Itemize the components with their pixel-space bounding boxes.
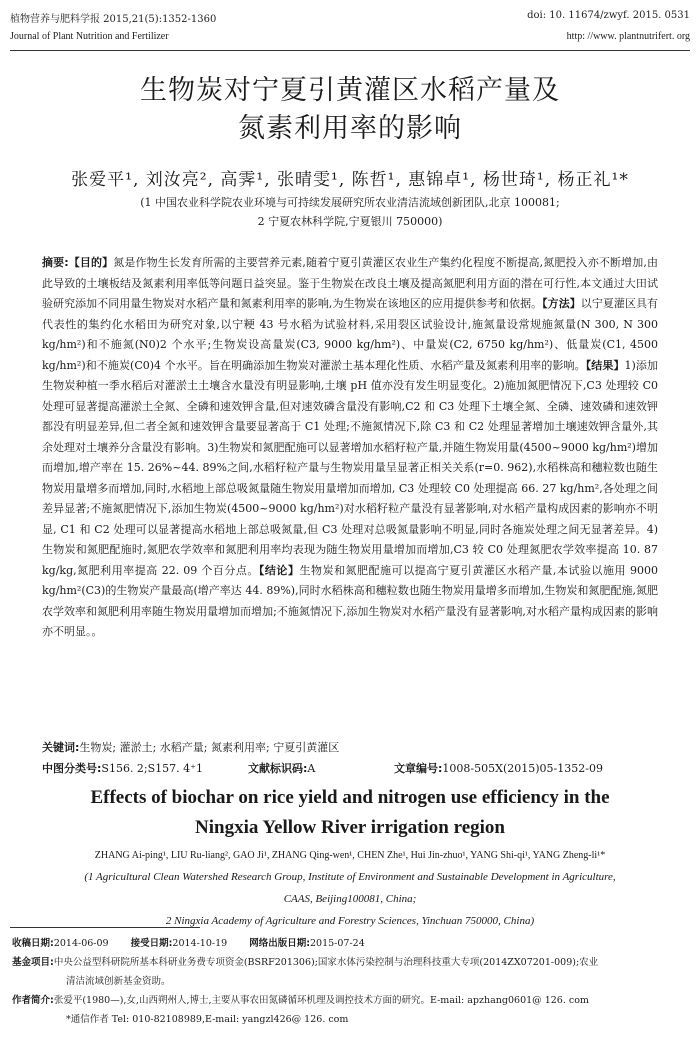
fund-label: 基金项目: (12, 957, 54, 968)
classification-article (394, 760, 603, 776)
tag-objective: 【目的】 (68, 256, 114, 269)
affiliation-en-1: (1 Agricultural Clean Watershed Research Group, Institute of Environment and Sustainable Development in Agriculture, (84, 871, 616, 883)
title-en (30, 783, 670, 843)
authors-en: ZHANG Ai-ping¹, LIU Ru-liang², GAO Ji¹, ZHANG Qing-wen¹, CHEN Zhe¹, Hui Jin-zhuo¹, YANG Shi-qi¹, YANG Zheng-li¹* (94, 850, 606, 861)
abstract-results: 1)添加生物炭种植一季水稻后对灌淤土土壤含水量没有明显影响,土壤 pH 值亦没有发生明显变化。2)施加氮肥情况下,C3 处理较 C0 处理可显著提高灌淤土全氮、全磷和速效钾含量,但对速效磷含量没有影响,C2 和 C3 处理下土壤全氮、全磷、速效磷和速效钾都没有明显差异,但二者全氮和速效钾含量要显著高于 C1 处理;不施氮情况下,除 C3 和 C2 处理显著增加土壤速效钾含量外,其余处理对土壤养分含量没有影响。3)生物炭和氮肥配施可以显著增加水稻籽粒产量,并随生物炭用量(4500~9000 kg/hm²)增加而增加,增产率在 15. 26%~44. 89%之间,水稻籽粒产量与生物炭用量呈显著正相关关系(r=0. 962),水稻株高和穗粒数也随生物炭用量增多而增加,同时,水稻地上部总吸氮量随生物炭用量增加而增加, C3 处理较 C0 处理提高 66. 27 kg/hm²,各处理之间差异显著;不施氮肥情况下,添加生物炭(4500~9000 kg/hm²)对水稻籽粒产量没有显著影响,对水稻产量构成因素的影响亦不明显, C1 和 C2 处理可以显著提高水稻地上部总吸氮量,但 C3 处理对总吸氮量影响不明显,同时各施炭处理之间无显著差异。4)生物炭和氮肥配施时,氮肥农学效率和氮肥利用率均表现为随生物炭用量增加而增加,C3 较 C0 处理氮肥农学效率提高 10. 87 kg/kg,氮肥利用率提高 22. 09 个百分点。 (42, 358, 659, 577)
doi: doi: 10. 11674/zwyf. 2015. 0531 (527, 10, 690, 21)
corresponding-author: *通信作者 Tel: 010-82108989,E-mail: yangzl426@ 126. com (66, 1014, 349, 1025)
online-date: 2015-07-24 (310, 938, 365, 949)
fund-line-2: 清洁流域创新基金资助。 (66, 976, 171, 987)
affiliations-en (10, 866, 690, 932)
title-cn-line-2: 氮素利用率的影响 (238, 113, 462, 144)
accepted-label: 接受日期: (130, 938, 173, 949)
running-header-en (10, 31, 690, 45)
tag-method: 【方法】 (542, 297, 581, 310)
classification-doc (248, 760, 315, 776)
author-line (12, 991, 688, 1010)
title-en-line-1: Effects of biochar on rice yield and nitrogen use efficiency in the (90, 787, 610, 808)
keywords-text: 生物炭; 灌淤土; 水稻产量; 氮素利用率; 宁夏引黄灌区 (79, 741, 340, 754)
journal-name-en: Journal of Plant Nutrition and Fertilizer (10, 31, 169, 42)
authors-cn: 张爱平¹, 刘汝亮², 高霁¹, 张晴雯¹, 陈哲¹, 惠锦卓¹, 杨世琦¹, 杨正礼¹* (71, 170, 629, 190)
keywords-cn (42, 739, 658, 755)
abstract-label: 摘要: (42, 256, 69, 269)
abstract-objective: 氮是作物生长发育所需的主要营养元素,随着宁夏引黄灌区农业生产集约化程度不断提高,氮肥投入亦不断增加,由此导致的土壤板结及氮素利用率低等问题日益突显。鉴于生物炭在改良土壤及提高氮肥利用方面的潜在可行性,本文通过大田试验研究添加不同用量生物炭对水稻产量和氮素利用率的影响,为生物炭在该地区的应用提供参考和依据。 (42, 256, 658, 310)
fund-text-1: 中央公益型科研院所基本科研业务费专项资金(BSRF201306);国家水体污染控制与治理科技重大专项(2014ZX07201-009);农业 (53, 957, 599, 968)
doc-code-value: A (307, 762, 316, 775)
keywords-label: 关键词: (42, 741, 80, 754)
article-number-value: 1008-505X(2015)05-1352-09 (442, 762, 603, 775)
article-number-label: 文章编号: (394, 762, 443, 775)
header-rule (10, 50, 690, 51)
clc-label: 中图分类号: (42, 762, 102, 775)
title-en-line-2: Ningxia Yellow River irrigation region (195, 817, 505, 838)
classification-clc (42, 760, 203, 776)
received-label: 收稿日期: (12, 938, 54, 949)
abstract-method: 以宁夏灌区具有代表性的集约化水稻田为研究对象,以宁粳 43 号水稻为试验材料,采用裂区试验设计,施氮量设常规施氮量(N 300, N 300 kg/hm²)和不施氮(N0)2 个水平;生物炭设高量炭(C3, 9000 kg/hm²)、中量炭(C2, 6750 kg/hm²)、低量炭(C1, 4500 kg/hm²)和不施炭(C0)4 个水平。旨在明确添加生物炭对灌淤土基本理化性质、水稻产量及氮素利用率的影响。 (42, 297, 659, 372)
doc-code-label: 文献标识码: (248, 762, 308, 775)
abstract-cn (42, 253, 658, 643)
abstract-conclusion: 生物炭和氮肥配施可以提高宁夏引黄灌区水稻产量,本试验以施用 9000 kg/hm²(C3)的生物炭产量最高(增产率达 44. 89%),同时水稻株高和穗粒数也随生物炭用量增多而增加,生物炭和氮肥配施,氮肥农学效率和氮肥利用率随生物炭用量增加而增加;不施氮情况下,添加生物炭对水稻产量没有显著影响,对水稻产量构成因素的影响亦不明显。。 (42, 563, 658, 638)
journal-citation: 植物营养与肥料学报 2015,21(5):1352-1360 (10, 14, 217, 25)
clc-value: S156. 2;S157. 4⁺1 (101, 762, 203, 775)
footnotes (12, 934, 688, 1029)
dates-line (12, 934, 688, 953)
received-date: 2014-06-09 (53, 938, 109, 949)
affiliation-en-3: 2 Ningxia Academy of Agriculture and Forestry Sciences, Yinchuan 750000, China) (165, 915, 535, 927)
title-cn-line-1: 生物炭对宁夏引黄灌区水稻产量及 (140, 75, 560, 106)
running-header (10, 10, 690, 24)
tag-results: 【结果】 (585, 358, 625, 372)
fund-line (12, 953, 688, 972)
affiliation-en-2: CAAS, Beijing100081, China; (283, 893, 417, 905)
author-bio-label: 作者简介: (12, 995, 54, 1006)
accepted-date: 2014-10-19 (172, 938, 228, 949)
journal-url[interactable]: http: //www. plantnutrifert. org (566, 31, 690, 42)
affiliation-cn-2: 2 宁夏农林科学院,宁夏银川 750000) (257, 215, 443, 228)
footnote-rule (10, 927, 200, 928)
author-bio: 张爱平(1980—),女,山西朔州人,博士,主要从事农田氮磷循环机理及调控技术方面的研究。E-mail: apzhang0601@ 126. com (53, 995, 589, 1006)
tag-conclusion: 【结论】 (258, 563, 300, 577)
affiliation-cn-1: (1 中国农业科学院农业环境与可持续发展研究所农业清洁流域创新团队,北京 100081; (140, 196, 560, 209)
online-label: 网络出版日期: (249, 938, 310, 949)
